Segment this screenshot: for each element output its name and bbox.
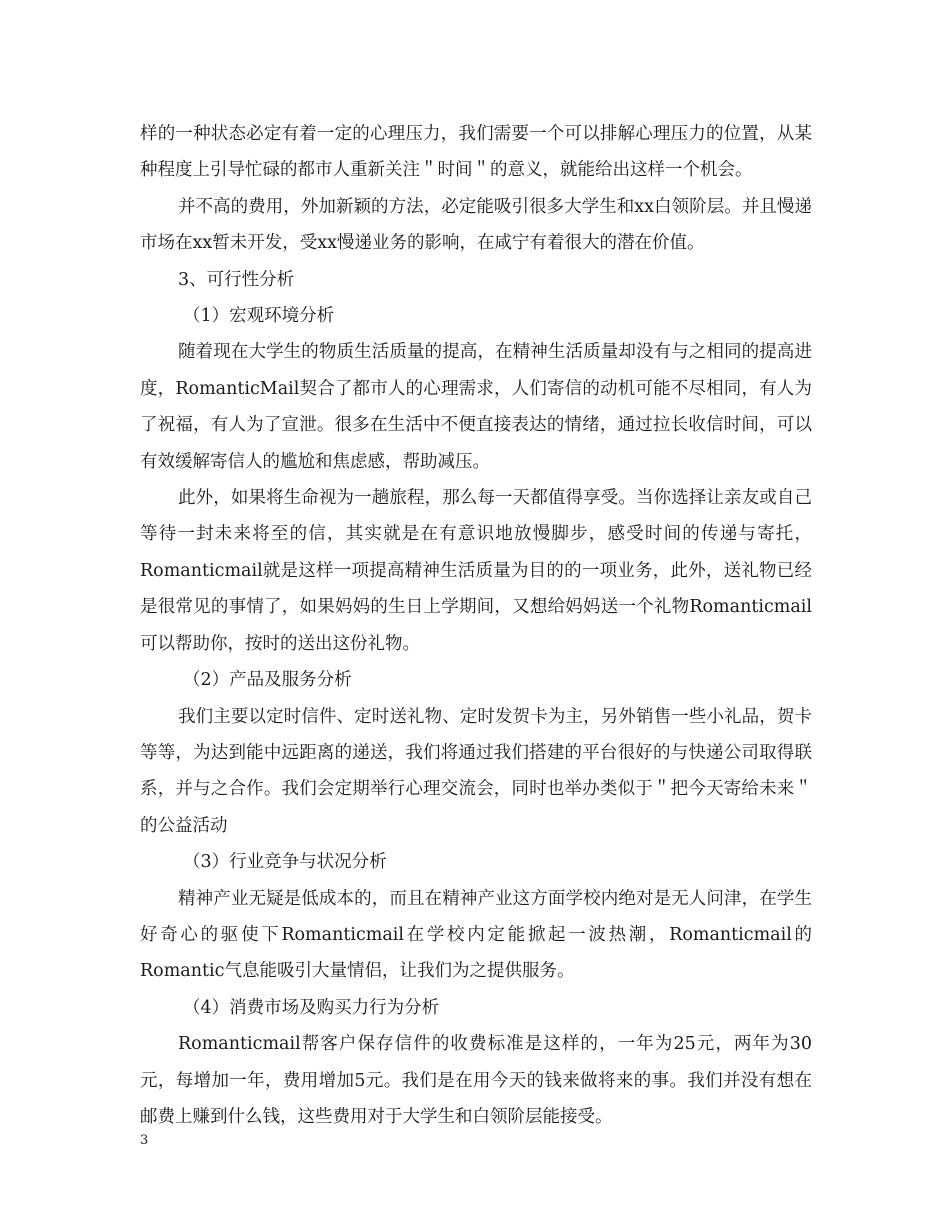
paragraph-life-journey: 此外，如果将生命视为一趟旅程，那么每一天都值得享受。当你选择让亲友或自己等待一封未来将至的信，其实就是在有意识地放慢脚步，感受时间的传递与寄托，Romanticmail就是这样一项提高精神生活质量为目的的一项业务，此外，送礼物已经是很常见的事情了，如果妈妈的生日上学期间，又想给妈妈送一个礼物Romanticmail可以帮助你，按时的送出这份礼物。: [140, 488, 812, 654]
paragraph-macro-environment: 随着现在大学生的物质生活质量的提高，在精神生活质量却没有与之相同的提高进度，RomanticMail契合了都市人的心理需求，人们寄信的动机可能不尽相同，有人为了祝福，有人为了宣泄。很多在生活中不便直接表达的情绪，通过拉长收信时间，可以有效缓解寄信人的尴尬和焦虑感，帮助减压。: [140, 342, 812, 472]
paragraph-cost: 并不高的费用，外加新颖的方法，必定能吸引很多大学生和xx白领阶层。并且慢递市场在xx暂未开发，受xx慢递业务的影响，在咸宁有着很大的潜在价值。: [140, 196, 812, 254]
page-number: 3: [140, 1133, 149, 1148]
subheading-macro-environment: （1）宏观环境分析: [183, 306, 335, 327]
section-heading-feasibility: 3、可行性分析: [178, 269, 295, 290]
subheading-competition: （3）行业竞争与状况分析: [183, 852, 387, 873]
subheading-consumer-market: （4）消费市场及购买力行为分析: [183, 997, 440, 1018]
paragraph-consumer-market: Romanticmail帮客户保存信件的收费标准是这样的，一年为25元，两年为30元，每增加一年，费用增加5元。我们是在用今天的钱来做将来的事。我们并没有想在邮费上赚到什么钱，这些费用对于大学生和白领阶层能接受。: [140, 1034, 812, 1127]
paragraph-competition: 精神产业无疑是低成本的，而且在精神产业这方面学校内绝对是无人问津，在学生好奇心的驱使下Romanticmail在学校内定能掀起一波热潮，Romanticmail的Romantic气息能吸引大量情侣，让我们为之提供服务。: [140, 888, 812, 982]
paragraph-continuation: 样的一种状态必定有着一定的心理压力，我们需要一个可以排解心理压力的位置，从某种程度上引导忙碌的都市人重新关注＂时间＂的意义，就能给出这样一个机会。: [140, 124, 812, 181]
body-text: [140, 116, 812, 1135]
paragraph-product-service: 我们主要以定时信件、定时送礼物、定时发贺卡为主，另外销售一些小礼品，贺卡等等，为达到能中远距离的递送，我们将通过我们搭建的平台很好的与快递公司取得联系，并与之合作。我们会定期举行心理交流会，同时也举办类似于＂把今天寄给未来＂的公益活动: [140, 706, 812, 836]
subheading-product-service: （2）产品及服务分析: [183, 670, 352, 691]
